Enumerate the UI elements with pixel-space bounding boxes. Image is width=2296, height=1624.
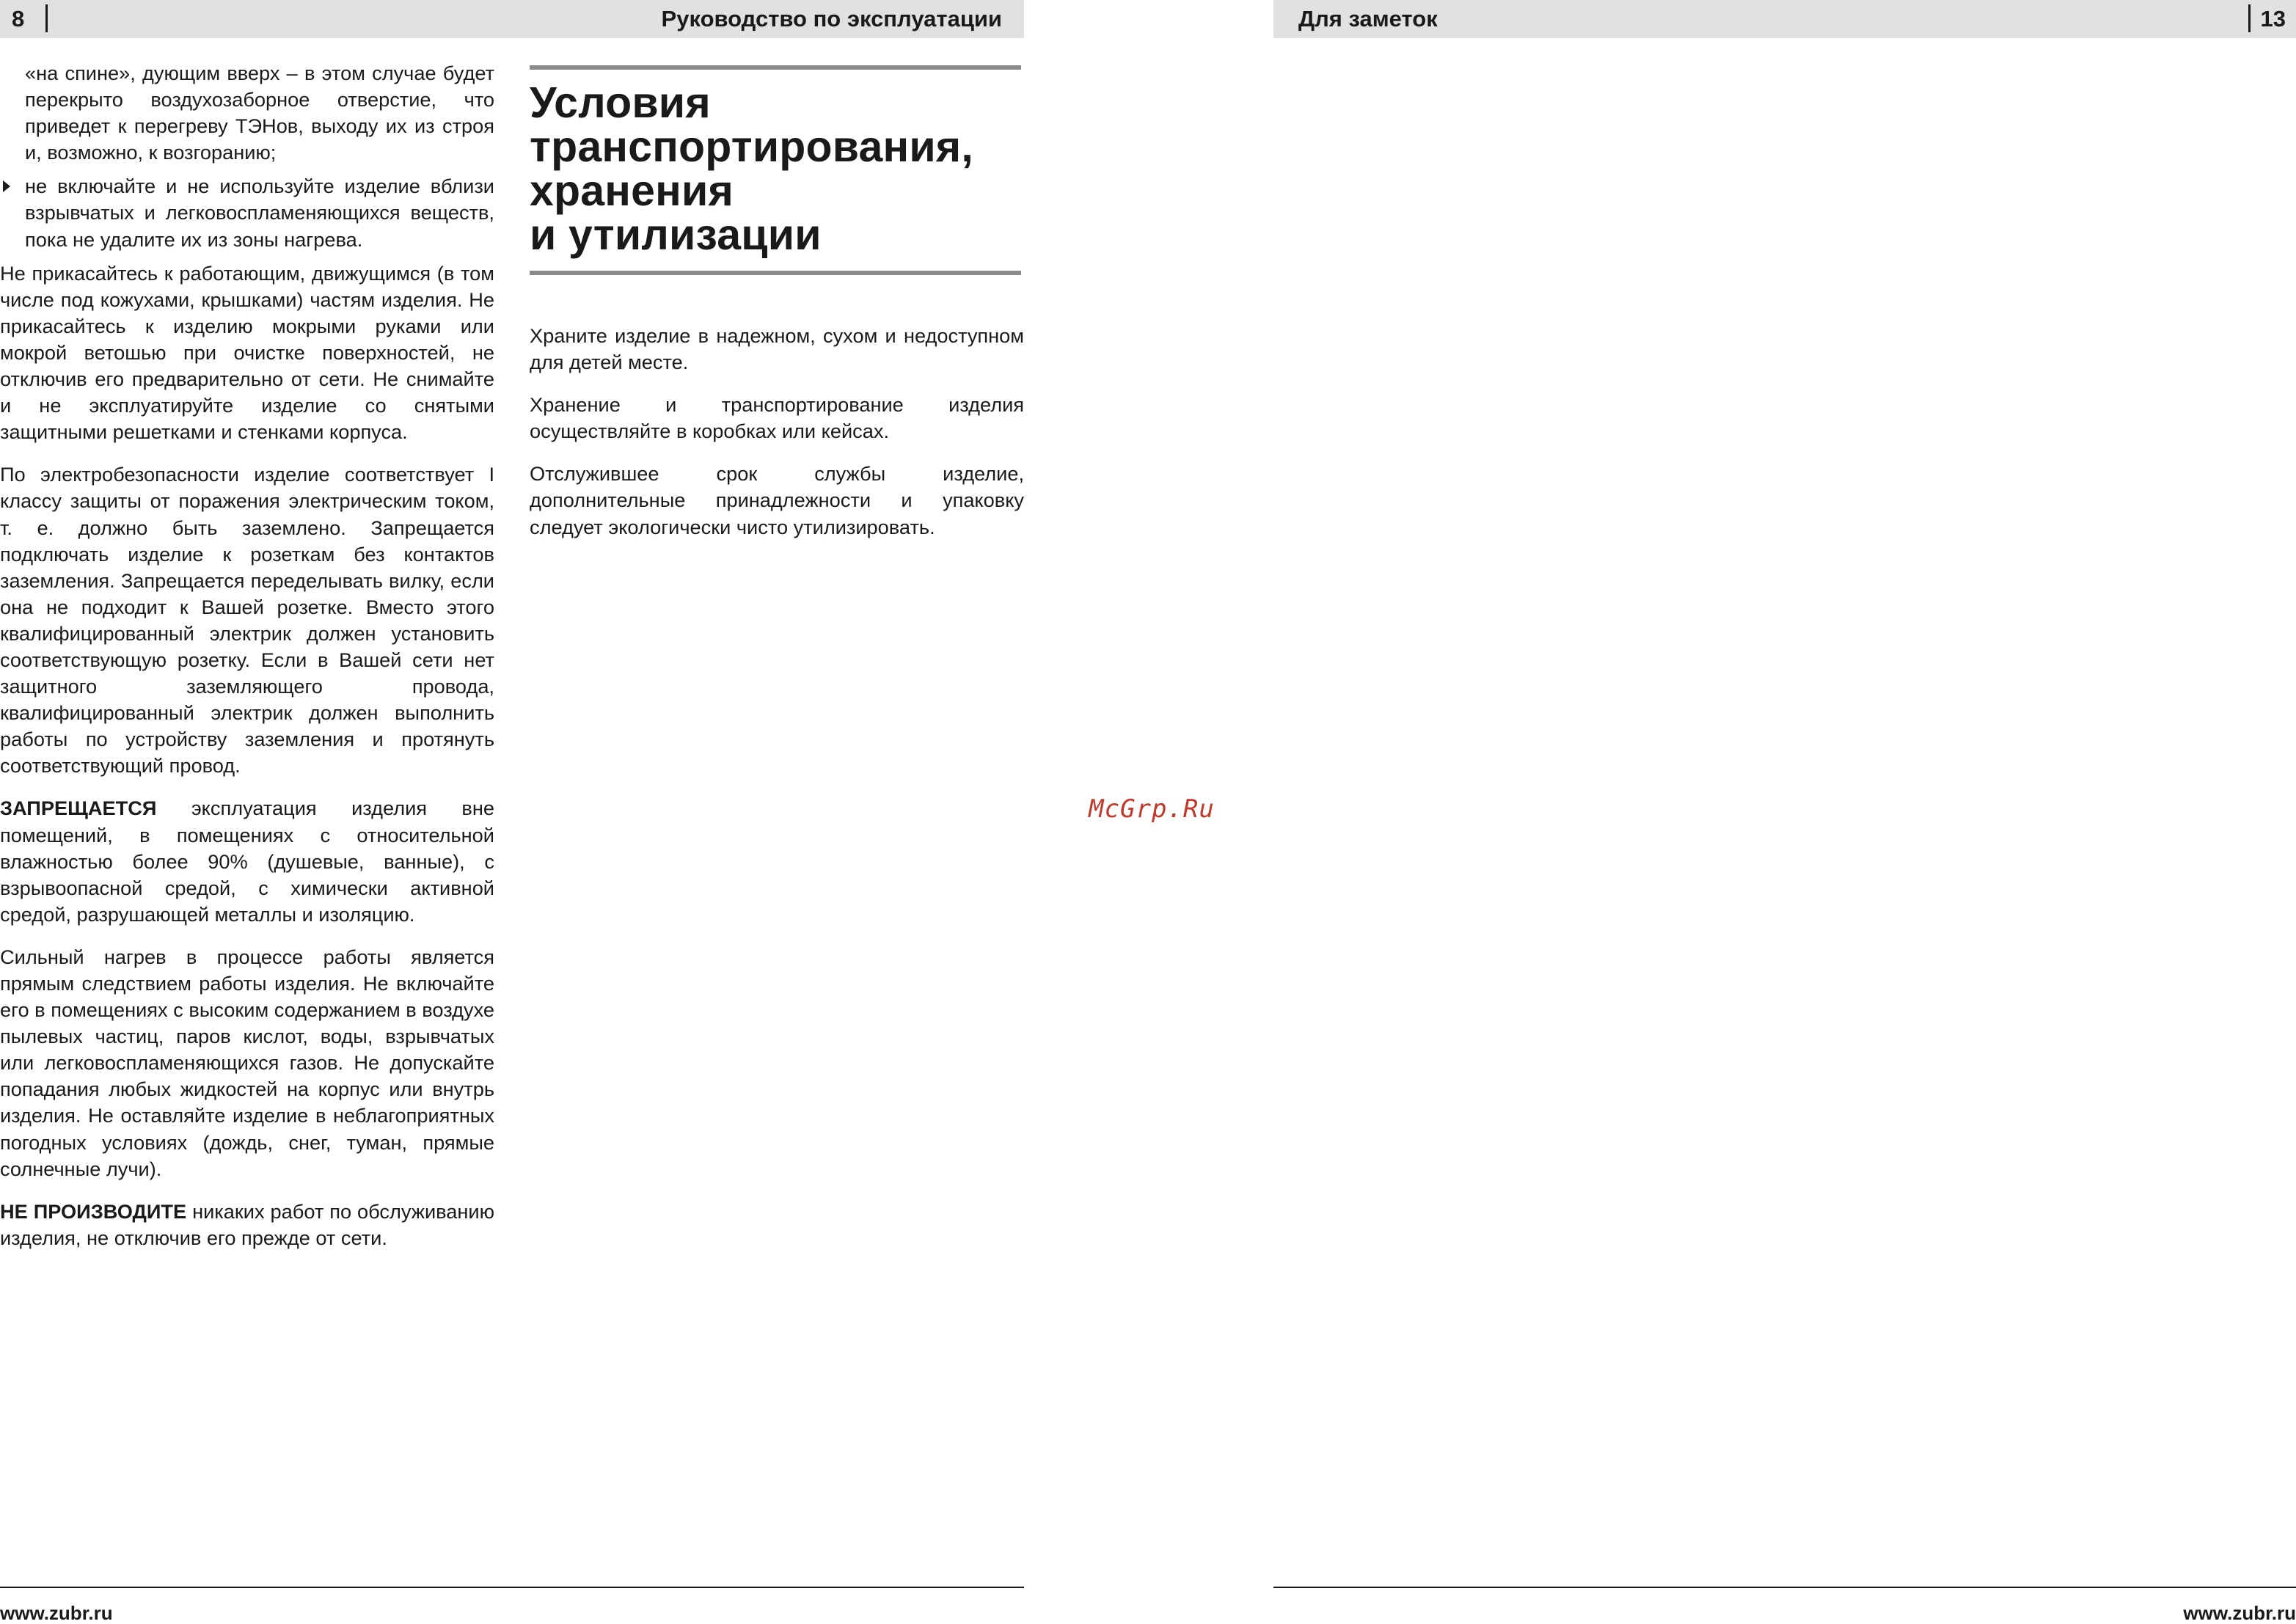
left-header-title: Руководство по эксплуатации (661, 6, 1002, 32)
watermark: McGrp.Ru (1089, 794, 1215, 824)
bullet-text: «на спине», дующим вверх – в этом случае будет перекрыто воздухозаборное отверстие, что приведет к перегреву ТЭНов, выходу их из строя и, возможно, к возгоранию; (25, 62, 494, 164)
section-title-line: хранения (530, 167, 734, 215)
section-title-line: и утилизации (530, 211, 822, 259)
right-text-column (530, 323, 1024, 557)
right-page-number: 13 (2260, 6, 2286, 32)
paragraph-heating: Сильный нагрев в процессе работы является прямым следствием работы изделия. Не включайте его в помещениях с высоким содержанием в воздухе пылевых частиц, паров кислот, воды, взрывчатых или легковоспламеняющихся газов. Не допускайте попадания любых жидкостей на корпус или внутрь изделия. Не оставляйте изделие в неблагоприятных погодных условиях (дождь, снег, туман, прямые солнечные лучи). (0, 945, 494, 1180)
right-page (1273, 0, 2296, 1624)
left-page (0, 0, 1024, 1624)
paragraph-moving-parts: Не прикасайтесь к работающим, движущимся (в том числе под кожухами, крышками) частям изделия. Не прикасайтесь к изделию мокрыми руками или мокрой ветошью при очистке поверхностей, не отключив его предварительно от сети. Не снимайте и не эксплуатируйте изделие со снятыми защитными решетками и стенками корпуса. (0, 261, 494, 444)
header-separator (2248, 4, 2251, 32)
bullet-text: не включайте и не используйте изделие вблизи взрывчатых и легковоспламеняющихся веществ, пока не удалите их из зоны нагрева. (25, 175, 494, 251)
left-footer-rule (0, 1587, 1024, 1588)
bullet-arrow-icon (3, 180, 10, 192)
left-text-column (0, 60, 494, 1268)
section-title (530, 78, 1023, 259)
right-header-bar (1273, 0, 2296, 38)
list-item (0, 173, 494, 252)
section-top-rule (530, 65, 1021, 70)
right-header-title: Для заметок (1298, 6, 1438, 32)
left-page-number: 8 (12, 6, 25, 32)
paragraph-storage: Храните изделие в надежном, сухом и недоступном для детей месте. (530, 324, 1024, 374)
prohibited-lead: ЗАПРЕЩАЕТСЯ (0, 797, 157, 820)
right-footer-rule (1273, 1587, 2296, 1588)
paragraph-disposal: Отслужившее срок службы изделие, дополнительные принадлежности и упаковку следует экологически чисто утилизировать. (530, 462, 1024, 538)
header-separator (45, 4, 48, 32)
left-header-bar (0, 0, 1024, 38)
right-footer-url[interactable]: www.zubr.ru (2183, 1602, 2296, 1624)
paragraph-transport: Хранение и транспортирование изделия осуществляйте в коробках или кейсах. (530, 393, 1024, 443)
maintenance-text: никаких работ по обслуживанию изделия, не отключив его прежде от сети. (0, 1199, 494, 1249)
prohibited-text: эксплуатация изделия вне помещений, в помещениях с относительной влажностью более 90% (душевые, ванные), с взрывоопасной средой, с химически активной средой, разрушающей металлы и изоляцию. (0, 797, 494, 926)
left-footer-url[interactable]: www.zubr.ru (0, 1602, 113, 1624)
list-item (0, 60, 494, 166)
paragraph-prohibited (0, 795, 494, 927)
maintenance-lead: НЕ ПРОИЗВОДИТЕ (0, 1199, 187, 1223)
section-title-line: Условия (530, 78, 711, 127)
paragraph-electrical-safety: По электробезопасности изделие соответствует I классу защиты от поражения электрическим током, т. е. должно быть заземлено. Запрещается подключать изделие к розеткам без контактов заземления. Запрещается переделывать вилку, если она не подходит к Вашей розетке. Вместо этого квалифицированный электрик должен установить соответствующую розетку. Если в Вашей сети нет защитного заземляющего провода, квалифицированный электрик должен выполнить работы по устройству заземления и протянуть соответствующий провод. (0, 463, 494, 778)
section-bottom-rule (530, 271, 1021, 275)
section-title-line: транспортирования, (530, 122, 974, 171)
safety-bullet-list (0, 60, 494, 253)
paragraph-maintenance (0, 1199, 494, 1251)
